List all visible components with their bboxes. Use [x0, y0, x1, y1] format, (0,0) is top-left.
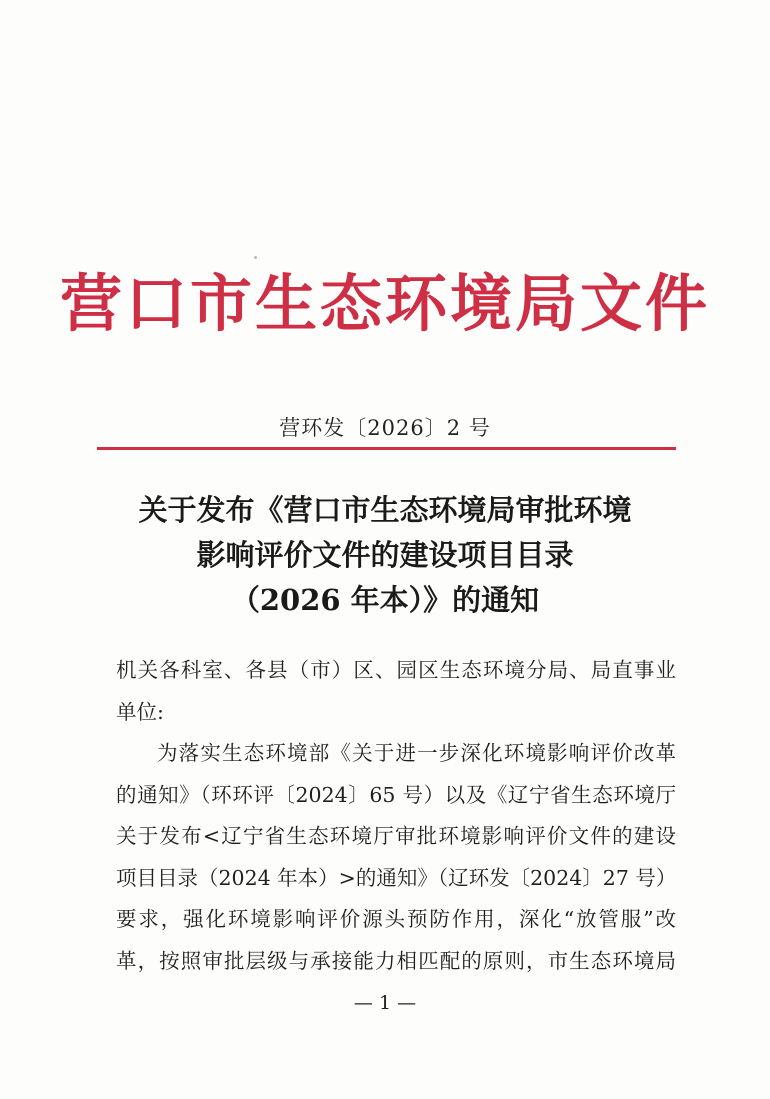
notice-title-line-3: （2026 年本）》的通知 — [230, 583, 540, 617]
document-issuer-title: 营口市生态环境局文件 — [59, 267, 710, 340]
addressee-line-2: 单位: — [116, 699, 164, 724]
document-number: 营环发〔2026〕2 号 — [279, 416, 491, 440]
body-paragraph-line: 为落实生态环境部《关于进一步深化环境影响评价改革 — [157, 741, 676, 765]
notice-title-line-1: 关于发布《营口市生态环境局审批环境 — [138, 493, 632, 527]
scan-speck — [254, 256, 257, 259]
body-paragraph-line: 项目目录（2024 年本）>的通知》（辽环发〔2024〕27 号） — [116, 865, 677, 890]
body-paragraph-line: 关于发布<辽宁省生态环境厅审批环境影响评价文件的建设 — [116, 824, 676, 848]
notice-body — [116, 650, 676, 982]
body-paragraph-line: 革，按照审批层级与承接能力相匹配的原则，市生态环境局 — [116, 948, 676, 973]
red-separator-line — [97, 447, 676, 450]
notice-title-line-2: 影响评价文件的建设项目目录 — [196, 538, 574, 572]
body-paragraph-line: 要求，强化环境影响评价源头预防作用，深化“放管服”改 — [116, 907, 676, 931]
body-paragraph-line: 的通知》（环环评〔2024〕65 号）以及《辽宁省生态环境厅 — [116, 782, 676, 807]
page-number: — 1 — — [353, 992, 417, 1014]
notice-title — [80, 488, 690, 623]
addressee-line-1: 机关各科室、各县（市）区、园区生态环境分局、局直事业 — [116, 658, 676, 682]
